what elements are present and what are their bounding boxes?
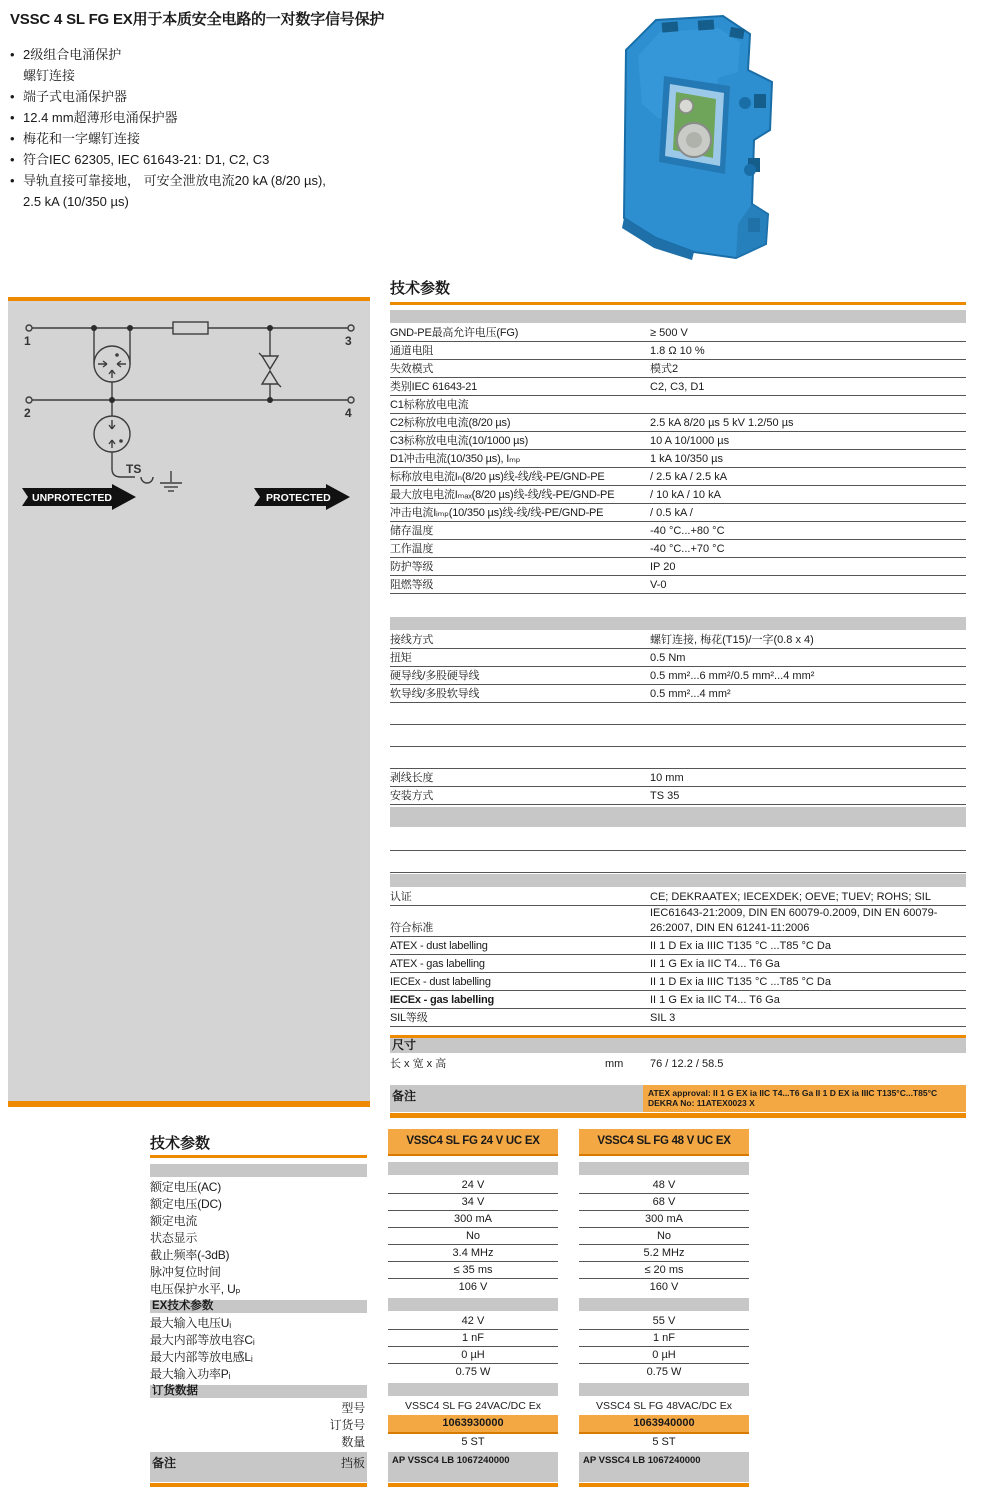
feature-text: 梅花和一字螺钉连接 [23,131,141,146]
column-bottom-rule [388,1483,558,1487]
spec-row [390,378,966,396]
spec-value: / 0.5 kA / [650,507,693,519]
spec-value: -40 °C...+70 °C [650,543,725,555]
spec-label: D1冲击电流(10/350 µs), Iₘₚ [390,453,521,465]
spec-row [390,787,966,805]
spec-row [390,396,966,414]
spec-value: CE; DEKRAATEX; IECEXDEK; OEVE; TUEV; ROHS; SIL [650,891,931,903]
spec-value: V-0 [650,579,667,591]
remark-band [150,1452,367,1482]
spec-value: II 1 D Ex ia IIIC T135 °C ...T85 °C Da [650,976,831,988]
gap [388,1156,558,1160]
variant-param-label: 最大内部等放电容Cᵢ [150,1333,255,1347]
remark-line-1: ATEX approval: II 1 G EX ia IIC T4...T6 Ga II 1 D EX ia IIIC T135°C...T85°C [648,1088,938,1098]
spec-row-empty [390,851,966,873]
spec-row [390,504,966,522]
variant-param-value: 1 nF [579,1330,749,1347]
variant-band [388,1383,558,1396]
bullet-icon: • [10,131,15,146]
terminal-label-2: 2 [24,406,31,420]
remark-line-2: DEKRA No: 11ATEX0023 X [648,1098,755,1108]
spec-label: 剥线长度 [390,772,434,784]
spec-value: SIL 3 [650,1012,676,1024]
spec-label: 接线方式 [390,634,434,646]
feature-item [10,149,570,170]
gap [150,1158,367,1162]
remark-label: 备注 [390,1085,643,1112]
protected-label: PROTECTED [266,492,331,504]
spec-row [390,667,966,685]
column-bottom-rule [579,1483,749,1487]
remark-band-label: 备注 [152,1456,177,1470]
variant-param-label: 脉冲复位时间 [150,1265,221,1279]
variant-param-label: 最大内部等放电感Lᵢ [150,1350,253,1364]
order-label: 数量 [341,1435,365,1449]
dimension-row [390,1055,966,1072]
variant-param-value: 24 V [388,1177,558,1194]
variant-param-value: No [579,1228,749,1245]
variant-param-label: 状态显示 [150,1231,198,1245]
spec-label: 硬导线/多股硬导线 [390,670,480,682]
order-value: 5 ST [652,1436,676,1448]
accessory-value: AP VSSC4 LB 1067240000 [388,1452,558,1482]
unprotected-arrow [22,484,136,510]
variant-label-column [150,1129,367,1487]
spec-label: 储存温度 [390,525,434,537]
table-band [390,617,966,630]
dimension-unit: mm [605,1058,624,1070]
order-number-label: 订货号 [329,1418,365,1432]
variant-param-value: 42 V [388,1313,558,1330]
spec-row [390,685,966,703]
spec-value: 模式2 [650,363,679,375]
spec-row [390,522,966,540]
variant-param-value: 0.75 W [646,1366,682,1378]
spec-value: 0.5 mm²...6 mm²/0.5 mm²...4 mm² [650,670,815,682]
spec-row [390,955,966,973]
feature-list [10,44,570,212]
spec-value: 2.5 kA 8/20 µs 5 kV 1.2/50 µs [650,417,794,429]
variant-param-value: 300 mA [388,1211,558,1228]
variant-param-label: 额定电流 [150,1214,198,1228]
variant-param-value: 1 nF [388,1330,558,1347]
feature-text: 螺钉连接 [23,68,76,83]
table-bottom-rule [390,1113,966,1118]
variant-param-value: 0.75 W [455,1366,491,1378]
variant-param-value: 160 V [649,1281,679,1293]
spec-value: / 10 kA / 10 kA [650,489,721,501]
spec-row-empty [390,829,966,851]
feature-text: 12.4 mm超薄形电涌保护器 [23,110,178,125]
feature-text: 符合IEC 62305, IEC 61643-21: D1, C2, C3 [23,152,270,167]
spec-value: II 1 G Ex ia IIC T4... T6 Ga [650,958,780,970]
bullet-icon: • [10,110,15,125]
table-band [390,310,966,323]
spec-row [390,1009,966,1027]
table-band [390,874,966,887]
accessory-value: AP VSSC4 LB 1067240000 [579,1452,749,1482]
variant-param-value: 106 V [458,1281,488,1293]
feature-item [10,107,570,128]
spec-value: -40 °C...+80 °C [650,525,725,537]
spec-value: IEC61643-21:2009, DIN EN 60079-0.2009, DIN EN 60079-26:2007, DIN EN 61241-11:2006 [650,907,938,934]
feature-item [10,44,570,65]
variant-table [150,1129,750,1489]
spec-row [390,342,966,360]
spec-value: 10 mm [650,772,684,784]
variant-table-title: 技术参数 [150,1129,367,1158]
spec-label: 标称放电电流Iₙ(8/20 µs)线-线/线-PE/GND-PE [390,471,605,483]
spec-row [390,468,966,486]
spec-label: IECEx - gas labelling [390,994,494,1006]
page-title: VSSC 4 SL FG EX用于本质安全电路的一对数字信号保护 [10,11,385,28]
order-value: VSSC4 SL FG 24VAC/DC Ex [405,1400,541,1412]
tech-spec-table [390,277,966,1118]
variant-param-label: 额定电压(AC) [150,1180,222,1194]
variant-band-label [150,1164,367,1177]
variant-param-value: 55 V [579,1313,749,1330]
spec-row [390,432,966,450]
spec-value: 1 kA 10/350 µs [650,453,723,465]
bullet-icon: • [10,89,15,104]
spec-row [390,540,966,558]
variant-band [388,1162,558,1175]
order-value: VSSC4 SL FG 48VAC/DC Ex [596,1400,732,1412]
spec-label: 工作温度 [390,543,434,555]
remark-value [643,1085,966,1112]
feature-text: 导轨直接可靠接地， 可安全泄放电流20 kA (8/20 µs), [23,173,326,188]
spec-value: TS 35 [650,790,680,802]
spec-label: 符合标准 [390,922,434,934]
spec-label: ATEX - gas labelling [390,958,485,970]
remark-row [390,1085,966,1112]
product-photo [598,8,810,266]
spec-label: ATEX - dust labelling [390,940,488,952]
spec-value: 1.8 Ω 10 % [650,345,705,357]
order-number-value: 1063930000 [388,1415,558,1434]
dimension-label: 长 x 宽 x 高 [390,1058,447,1070]
variant-band [579,1383,749,1396]
feature-item [10,191,570,212]
ts-label: TS [126,462,142,476]
tech-spec-rows [390,310,966,1118]
variant-param-value: 0 µH [388,1347,558,1364]
spec-row-empty [390,703,966,725]
spec-label: IECEx - dust labelling [390,976,491,988]
dimension-value: 76 / 12.2 / 58.5 [650,1058,724,1070]
spec-row [390,769,966,787]
spec-row [390,991,966,1009]
spec-label: GND-PE最高允许电压(FG) [390,327,519,339]
variant-band [579,1298,749,1311]
spec-value: C2, C3, D1 [650,381,705,393]
spec-label: 扭矩 [390,652,412,664]
spec-label: SIL等级 [390,1012,428,1024]
circuit-diagram-panel [8,297,370,1107]
variant-param-label: 额定电压(DC) [150,1197,222,1211]
variant-band-label: EX技术参数 [150,1300,367,1313]
spec-label: C2标称放电电流(8/20 µs) [390,417,511,429]
bullet-icon: • [10,152,15,167]
spec-row [390,888,966,906]
variant-param-value: ≤ 20 ms [579,1262,749,1279]
spec-label: 失效模式 [390,363,434,375]
dimensions-band: 尺寸 [390,1035,966,1053]
column-bottom-rule [150,1483,367,1487]
order-value: 5 ST [461,1436,485,1448]
spec-label: 类别IEC 61643-21 [390,381,478,393]
variant-column-24v [388,1129,558,1487]
variant-param-value: 48 V [579,1177,749,1194]
variant-param-value: 34 V [388,1194,558,1211]
spec-row [390,937,966,955]
bullet-icon: • [10,47,15,62]
spec-label: 软导线/多股软导线 [390,688,480,700]
spec-value: 螺钉连接, 梅花(T15)/一字(0.8 x 4) [650,634,814,646]
spec-row [390,360,966,378]
spec-row [390,631,966,649]
terminal-label-1: 1 [24,334,31,348]
spec-label: 安装方式 [390,790,434,802]
spec-value: II 1 G Ex ia IIC T4... T6 Ga [650,994,780,1006]
spec-row [390,906,966,937]
spec-row [390,576,966,594]
spec-row [390,558,966,576]
variant-column-48v [579,1129,749,1487]
variant-band [579,1162,749,1175]
spec-row [390,324,966,342]
unprotected-label: UNPROTECTED [32,492,112,504]
terminal-label-3: 3 [345,334,352,348]
spec-row [390,486,966,504]
spec-value: II 1 D Ex ia IIIC T135 °C ...T85 °C Da [650,940,831,952]
variant-param-label: 电压保护水平, Uₚ [150,1282,241,1296]
gap [579,1156,749,1160]
spec-value: 0.5 Nm [650,652,686,664]
spec-value: / 2.5 kA / 2.5 kA [650,471,728,483]
order-number-value: 1063940000 [579,1415,749,1434]
spec-label: 防护等级 [390,561,434,573]
tech-spec-title: 技术参数 [390,280,451,297]
spec-label: C3标称放电电流(10/1000 µs) [390,435,529,447]
spec-label: C1标称放电电流 [390,399,469,411]
spec-row [390,414,966,432]
variant-header: VSSC4 SL FG 48 V UC EX [579,1129,749,1156]
spec-value: 10 A 10/1000 µs [650,435,730,447]
feature-item [10,128,570,149]
feature-text: 2级组合电涌保护 [23,47,122,62]
bullet-icon: • [10,173,15,188]
spec-label: 通道电阻 [390,345,434,357]
variant-param-value: 0 µH [579,1347,749,1364]
feature-item [10,170,570,191]
variant-param-label: 最大输入功率Pᵢ [150,1367,231,1381]
table-gap [390,594,966,616]
order-label: 型号 [341,1401,365,1415]
spec-row [390,450,966,468]
circuit-diagram [8,301,370,516]
variant-header: VSSC4 SL FG 24 V UC EX [388,1129,558,1156]
feature-text: 2.5 kA (10/350 µs) [23,194,129,209]
spec-value: 0.5 mm²...4 mm² [650,688,731,700]
variant-param-label: 最大输入电压Uᵢ [150,1316,231,1330]
terminal-label-4: 4 [345,406,352,420]
feature-item [10,65,570,86]
remark-band-sublabel: 挡板 [340,1456,365,1470]
spec-row [390,973,966,991]
spec-value: IP 20 [650,561,676,573]
variant-param-value: ≤ 35 ms [388,1262,558,1279]
spec-row [390,649,966,667]
variant-param-value: No [388,1228,558,1245]
variant-param-value: 5.2 MHz [579,1245,749,1262]
variant-band-label: 订货数据 [150,1385,367,1398]
variant-param-value: 300 mA [579,1211,749,1228]
spec-label: 冲击电流Iᵢₘₚ(10/350 µs)线-线/线-PE/GND-PE [390,507,604,519]
spec-row-empty [390,747,966,769]
spec-row-empty [390,725,966,747]
table-band [390,807,966,827]
feature-item [10,86,570,107]
variant-band [388,1298,558,1311]
spec-label: 最大放电电流Iₘₐₓ(8/20 µs)线-线/线-PE/GND-PE [390,489,615,501]
spec-label: 阻燃等级 [390,579,434,591]
variant-param-value: 68 V [579,1194,749,1211]
variant-param-value: 3.4 MHz [388,1245,558,1262]
section-rule [390,302,966,305]
spec-value: ≥ 500 V [650,327,688,339]
protected-arrow [254,484,350,510]
terminal-block-image [598,8,810,266]
spec-label: 认证 [390,891,412,903]
variant-param-label: 截止频率(-3dB) [150,1248,230,1262]
feature-text: 端子式电涌保护器 [23,89,128,104]
